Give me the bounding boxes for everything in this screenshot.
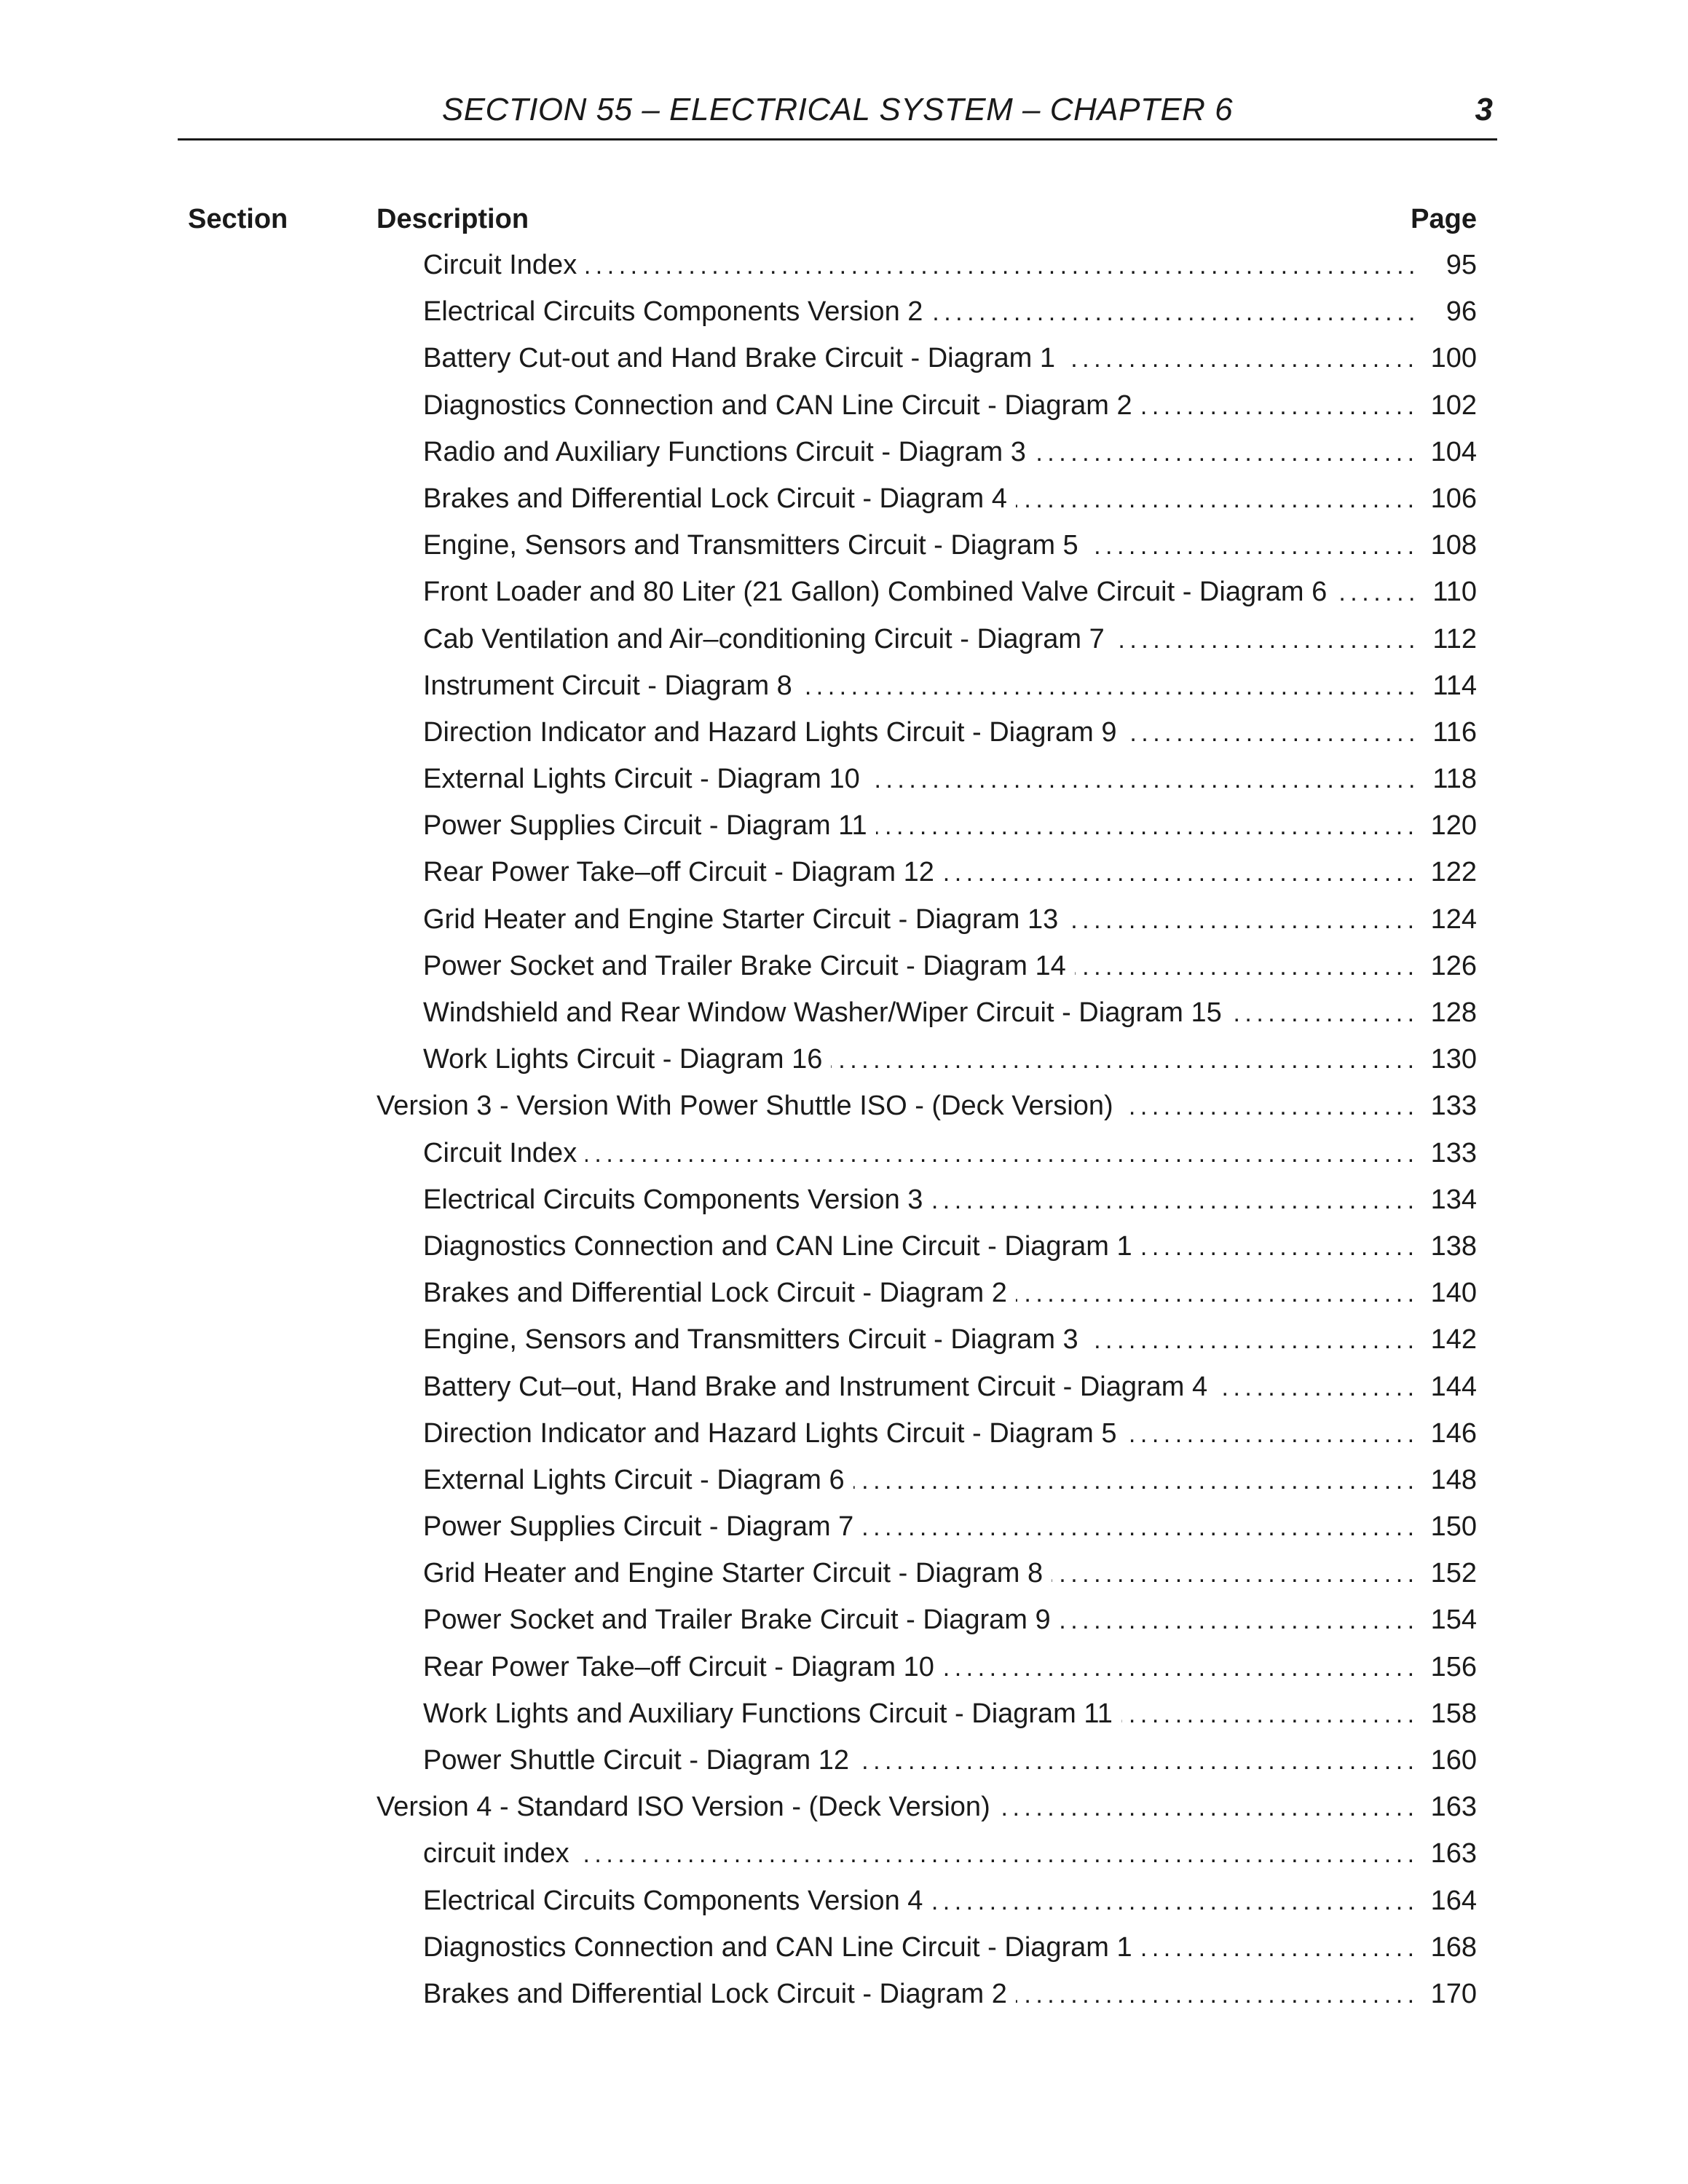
toc-entry-line [423,1176,1477,1224]
toc-entry-page: 163 [1430,1792,1477,1823]
toc-entry-label: Power Supplies Circuit - Diagram 7 [423,1511,854,1543]
toc-entry-line [423,1550,1477,1597]
toc-entry-page: 118 [1432,764,1477,795]
toc-entry-line [423,756,1477,803]
toc-entry[interactable] [0,1971,1688,2017]
toc-entry-label: Instrument Circuit - Diagram 8 [423,670,792,701]
toc-entry[interactable] [0,335,1688,381]
dot-leader [943,850,1419,896]
toc-entry[interactable] [0,1878,1688,1924]
dot-leader [1052,1551,1419,1597]
toc-entry-line [423,849,1477,896]
toc-entry-page: 140 [1430,1278,1477,1309]
toc-entry-page: 104 [1430,436,1477,467]
toc-entry-label: Brakes and Differential Lock Circuit - Diagram 2 [423,1278,1007,1309]
toc-entry-page: 146 [1430,1417,1477,1449]
dot-leader [943,1645,1419,1691]
toc-entry-label: Rear Power Take–off Circuit - Diagram 10 [423,1651,934,1682]
toc-entry-label: Direction Indicator and Hazard Lights Circuit - Diagram 9 [423,716,1117,748]
toc-entry[interactable] [0,1316,1688,1363]
toc-entry-label: Battery Cut-out and Hand Brake Circuit - Diagram 1 [423,343,1056,374]
toc-entry-label: Engine, Sensors and Transmitters Circuit - Diagram 3 [423,1324,1078,1356]
toc-entry[interactable] [0,1176,1688,1223]
dot-leader [1336,569,1420,616]
toc-entry[interactable] [0,1083,1688,1129]
toc-entry-page: 110 [1432,577,1477,608]
toc-entry-label: Diagnostics Connection and CAN Line Circuit - Diagram 2 [423,389,1132,421]
toc-entry-line [423,1644,1477,1691]
toc-entry-line [423,242,1477,289]
toc-entry[interactable] [0,1550,1688,1597]
toc-entry-label: Version 3 - Version With Power Shuttle ISO - (Deck Version) [376,1091,1113,1122]
dot-leader [869,756,1420,803]
toc-entry-page: 108 [1430,530,1477,561]
toc-entry[interactable] [0,896,1688,943]
toc-entry-label: Electrical Circuits Components Version 4 [423,1885,923,1916]
toc-entry-label: Electrical Circuits Components Version 3 [423,1184,923,1215]
toc-entry[interactable] [0,1410,1688,1457]
dot-leader [1122,1083,1419,1130]
toc-entry-page: 100 [1430,343,1477,374]
dot-leader [1126,710,1420,756]
toc-entry-label: Diagnostics Connection and CAN Line Circuit - Diagram 1 [423,1931,1132,1963]
toc-entry-line [423,896,1477,943]
toc-entry[interactable] [0,849,1688,895]
toc-entry-label: Circuit Index [423,250,577,280]
dot-leader [1231,990,1419,1037]
toc-entry[interactable] [0,989,1688,1036]
toc-entry-line [423,429,1477,476]
toc-entry-page: 154 [1430,1605,1477,1636]
toc-entry-line [423,662,1477,710]
toc-entry[interactable] [0,1924,1688,1971]
section-title: SECTION 55 – ELECTRICAL SYSTEM – CHAPTER 6 [441,92,1234,127]
toc-entry-line [423,1597,1477,1644]
toc-entry-line [423,1503,1477,1551]
toc-entry-page: 126 [1430,950,1477,981]
toc-entry-line [423,475,1477,523]
toc-entry-page: 142 [1430,1324,1477,1356]
dot-leader [1087,1317,1419,1364]
dot-leader [1016,1971,1419,2018]
toc-entry-label: Electrical Circuits Components Version 2 [423,296,923,328]
toc-entry-label: Diagnostics Connection and CAN Line Circuit - Diagram 1 [423,1230,1132,1262]
dot-leader [1126,1411,1419,1457]
toc-entry-label: Power Shuttle Circuit - Diagram 12 [423,1745,849,1776]
toc-entry-line [423,1364,1477,1411]
toc-entry-label: External Lights Circuit - Diagram 6 [423,1464,845,1495]
toc-entry[interactable] [0,1270,1688,1316]
dot-leader [1141,1925,1419,1971]
dot-leader [1141,1224,1419,1270]
toc-entry[interactable] [0,1130,1688,1176]
dot-leader [1087,523,1419,569]
toc-entry[interactable] [0,1830,1688,1877]
toc-entry-page: 128 [1430,997,1477,1028]
toc-entry-page: 114 [1432,670,1477,701]
toc-entry[interactable] [0,1223,1688,1270]
dot-leader [1216,1364,1419,1411]
toc-entry-page: 112 [1432,623,1477,654]
toc-entry[interactable] [0,802,1688,849]
toc-entry-label: Circuit Index [423,1137,577,1168]
toc-entry-line [423,1830,1477,1878]
toc-entry[interactable] [0,943,1688,989]
dot-leader [1060,1597,1419,1644]
dot-leader [1064,336,1419,382]
toc-entry[interactable] [0,475,1688,522]
toc-entry[interactable] [0,522,1688,569]
toc-entry-label: Power Socket and Trailer Brake Circuit - Diagram 14 [423,950,1066,981]
toc-entry[interactable] [0,1036,1688,1083]
toc-entry-line [423,1316,1477,1364]
toc-entry-line [423,382,1477,430]
toc-entry-page: 124 [1430,903,1477,935]
toc-entry-page: 138 [1430,1230,1477,1262]
toc-entry-label: Power Supplies Circuit - Diagram 11 [423,810,867,842]
toc-entry-page: 130 [1430,1044,1477,1075]
toc-entry[interactable] [0,1597,1688,1643]
toc-entry[interactable] [0,288,1688,335]
toc-entry[interactable] [0,662,1688,709]
toc-entry-page: 158 [1430,1698,1477,1729]
toc-entry[interactable] [0,1644,1688,1690]
dot-leader [1035,430,1419,476]
toc-entry[interactable] [0,1690,1688,1737]
dot-leader [862,1504,1419,1551]
page-header [178,89,1497,141]
toc-entry-label: Windshield and Rear Window Washer/Wiper Circuit - Diagram 15 [423,997,1222,1028]
dot-leader [831,1037,1419,1083]
column-header-page: Page [1411,204,1477,234]
toc-entry-page: 150 [1430,1511,1477,1543]
toc-entry[interactable] [0,569,1688,615]
dot-leader [585,242,1420,289]
toc-entry-label: circuit index [423,1838,569,1870]
toc-entry-label: Rear Power Take–off Circuit - Diagram 12 [423,857,934,888]
toc-entry-label: Grid Heater and Engine Starter Circuit - Diagram 13 [423,903,1059,935]
toc-entry-line [423,1971,1477,2018]
toc-entry[interactable] [0,429,1688,475]
page-number: 3 [1475,92,1493,127]
toc-entry-line [423,1223,1477,1270]
toc-entry-page: 163 [1430,1838,1477,1870]
toc-entry-page: 134 [1430,1184,1477,1215]
dot-leader [1075,943,1419,990]
toc-entry-line [376,1083,1477,1130]
toc-entry-line [423,1270,1477,1317]
toc-entry-page: 170 [1430,1978,1477,2009]
dot-leader [578,1831,1419,1878]
toc-entry-line [423,335,1477,382]
toc-entry-page: 95 [1446,250,1477,280]
toc-entry-page: 148 [1430,1464,1477,1495]
toc-entry[interactable] [0,616,1688,662]
toc-entry-label: Direction Indicator and Hazard Lights Circuit - Diagram 5 [423,1417,1117,1449]
toc-entry-line [423,709,1477,756]
toc-entry-label: Battery Cut–out, Hand Brake and Instrument Circuit - Diagram 4 [423,1371,1208,1402]
toc-entry-label: Brakes and Differential Lock Circuit - Diagram 4 [423,483,1007,514]
toc-entry-label: Engine, Sensors and Transmitters Circuit - Diagram 5 [423,530,1078,561]
toc-entry-page: 102 [1430,389,1477,421]
toc-entry-label: Version 4 - Standard ISO Version - (Deck Version) [376,1792,990,1823]
toc-entry-line [376,1784,1477,1831]
dot-leader [585,1131,1419,1177]
toc-entry-label: Front Loader and 80 Liter (21 Gallon) Combined Valve Circuit - Diagram 6 [423,577,1328,608]
dot-leader [931,1878,1419,1925]
toc-entry[interactable] [0,1737,1688,1784]
toc-entry[interactable] [0,756,1688,802]
toc-entry-page: 106 [1430,483,1477,514]
toc-entry-page: 120 [1430,810,1477,842]
dot-leader [931,289,1420,336]
toc-entry-page: 144 [1430,1371,1477,1402]
toc-entry-label: External Lights Circuit - Diagram 10 [423,764,860,795]
toc-entry[interactable] [0,709,1688,756]
toc-entry-label: Power Socket and Trailer Brake Circuit - Diagram 9 [423,1605,1051,1636]
toc-entry-page: 133 [1430,1091,1477,1122]
toc-entry-page: 152 [1430,1558,1477,1589]
toc-entry-label: Radio and Auxiliary Functions Circuit - Diagram 3 [423,436,1026,467]
toc-entry-line [423,1878,1477,1925]
dot-leader [931,1177,1419,1224]
toc-entry-page: 164 [1430,1885,1477,1916]
toc-entry-page: 156 [1430,1651,1477,1682]
dot-leader [1113,617,1420,663]
toc-entry-label: Work Lights and Auxiliary Functions Circuit - Diagram 11 [423,1698,1113,1729]
table-of-contents [0,242,1688,2017]
dot-leader [1141,383,1419,430]
toc-entry-label: Work Lights Circuit - Diagram 16 [423,1044,823,1075]
toc-entry[interactable] [0,382,1688,429]
dot-leader [1016,1270,1419,1317]
toc-entry-page: 133 [1430,1137,1477,1168]
toc-entry-line [423,943,1477,990]
dot-leader [1067,897,1419,943]
toc-entry-line [423,288,1477,336]
toc-entry-line [423,522,1477,569]
toc-entry-line [423,989,1477,1037]
toc-entry[interactable] [0,1784,1688,1830]
toc-entry-label: Grid Heater and Engine Starter Circuit - Diagram 8 [423,1558,1044,1589]
toc-entry[interactable] [0,1503,1688,1550]
toc-entry[interactable] [0,1457,1688,1503]
toc-entry-line [423,1410,1477,1457]
dot-leader [999,1784,1419,1831]
toc-entry-page: 116 [1432,716,1477,748]
toc-entry-line [423,1036,1477,1083]
dot-leader [801,663,1420,710]
toc-entry[interactable] [0,1364,1688,1410]
toc-entry-line [423,1924,1477,1971]
toc-entry-page: 160 [1430,1745,1477,1776]
dot-leader [858,1738,1419,1784]
toc-entry-page: 122 [1430,857,1477,888]
dot-leader [876,803,1419,850]
toc-entry-label: Cab Ventilation and Air–conditioning Circuit - Diagram 7 [423,623,1105,654]
column-header-description: Description [376,204,529,234]
toc-entry-line [423,1457,1477,1504]
dot-leader [1016,476,1419,523]
toc-entry[interactable] [0,242,1688,288]
toc-entry-label: Brakes and Differential Lock Circuit - Diagram 2 [423,1978,1007,2009]
column-header-section: Section [188,204,288,234]
toc-entry-page: 96 [1446,296,1477,328]
toc-entry-line [423,616,1477,663]
toc-entry-line [423,569,1477,616]
toc-entry-line [423,802,1477,850]
toc-entry-line [423,1690,1477,1738]
dot-leader [1121,1691,1419,1738]
toc-entry-line [423,1737,1477,1784]
toc-entry-line [423,1130,1477,1177]
dot-leader [853,1457,1419,1504]
toc-entry-page: 168 [1430,1931,1477,1963]
